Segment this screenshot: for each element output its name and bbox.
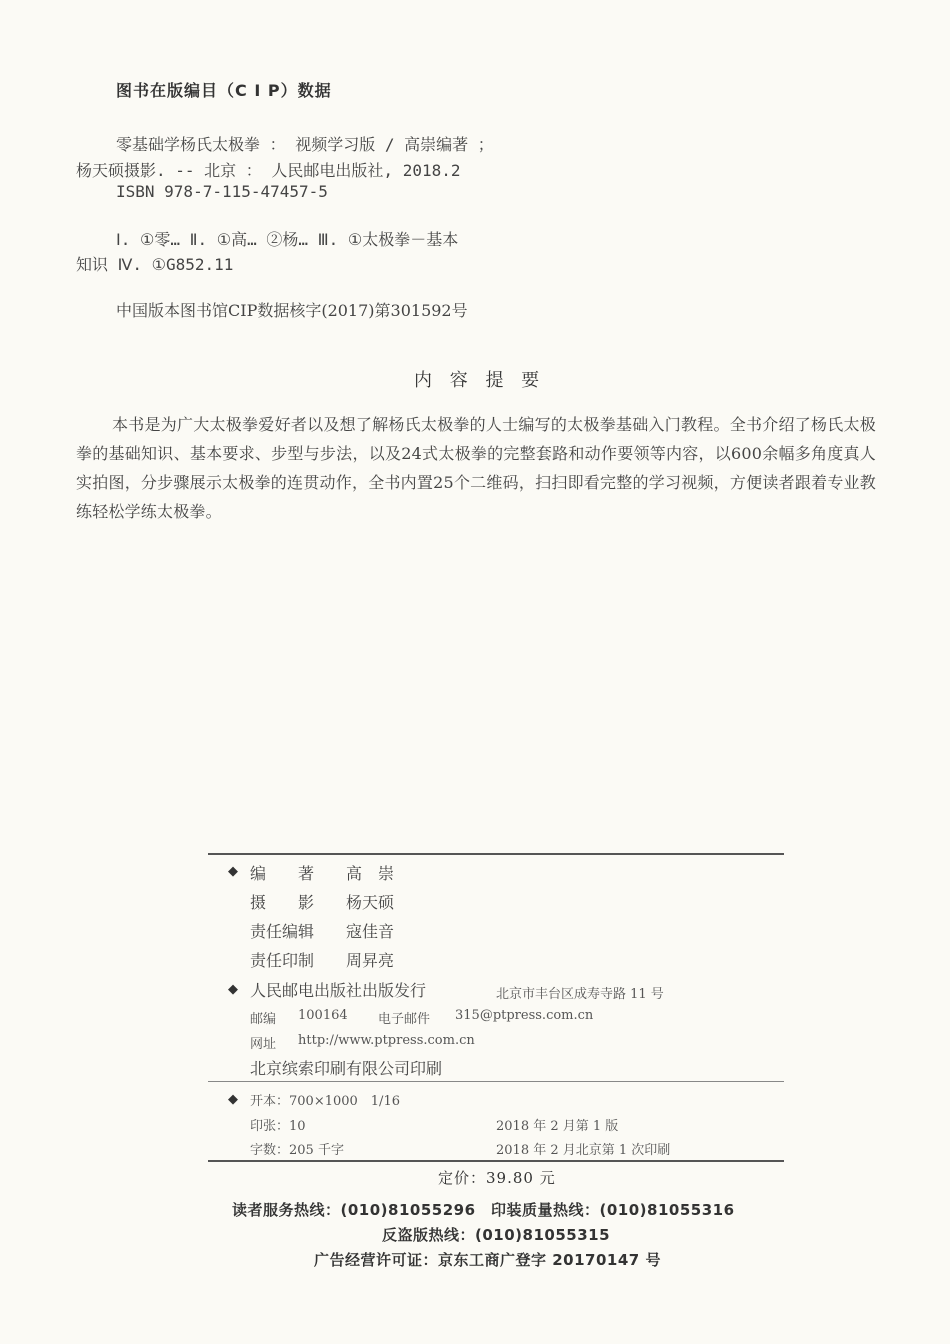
credit-name: 周昇亮 [346, 951, 395, 970]
credit-role: 责任印制 [250, 951, 315, 970]
credit-role: 编 著 [250, 864, 315, 883]
bullet-diamond-icon: ◆ [228, 1092, 238, 1107]
credit-name: 寇佳音 [346, 922, 395, 941]
cip-entry-line2: 杨天硕摄影. -- 北京 ： 人民邮电出版社, 2018.2 [76, 161, 461, 180]
cip-subjects-line2: 知识 Ⅳ. ①G852.11 [76, 255, 234, 274]
email: 315@ptpress.com.cn [455, 1008, 594, 1023]
word-count: 字数：205 千字 [250, 1143, 344, 1158]
bullet-diamond-icon: ◆ [228, 982, 238, 997]
credit-role: 摄 影 [250, 893, 315, 912]
postcode: 100164 [298, 1008, 348, 1023]
website-label: 网址 [250, 1037, 277, 1052]
credit-name: 杨天硕 [346, 893, 395, 912]
printer: 北京缤索印刷有限公司印刷 [250, 1059, 443, 1078]
imprint-divider [208, 1081, 784, 1082]
cip-number: 中国版本图书馆CIP数据核字(2017)第301592号 [116, 301, 468, 320]
printing: 2018 年 2 月北京第 1 次印刷 [496, 1143, 671, 1158]
printed-sheets: 印张：10 [250, 1119, 306, 1134]
publisher: 人民邮电出版社出版发行 [250, 981, 427, 1000]
book-format: 开本：700×1000 1/16 [250, 1094, 400, 1109]
publisher-address: 北京市丰台区成寿寺路 11 号 [496, 987, 664, 1002]
imprint-top-rule [208, 853, 784, 855]
imprint-bottom-rule [208, 1160, 784, 1162]
website: http://www.ptpress.com.cn [298, 1033, 475, 1048]
email-label: 电子邮件 [378, 1012, 431, 1027]
service-hotlines: 读者服务热线：(010)81055296 印装质量热线：(010)81055316 [232, 1201, 735, 1219]
price: 定价：39.80 元 [438, 1169, 556, 1187]
postcode-label: 邮编 [250, 1012, 277, 1027]
advertising-license: 广告经营许可证：京东工商广登字 20170147 号 [314, 1251, 661, 1269]
summary-body: 本书是为广大太极拳爱好者以及想了解杨氏太极拳的人士编写的太极拳基础入门教程。全书介绍了杨氏太极拳的基础知识、基本要求、步型与步法，以及24式太极拳的完整套路和动作要领等内容，以600余幅多角度真人实拍图，分步骤展示太极拳的连贯动作，全书内置25个二维码，扫扫即看完整的学习视频，方便读者跟着专业教练轻松学练太极拳。 [76, 415, 876, 521]
bullet-diamond-icon: ◆ [228, 864, 238, 879]
cip-entry-line1: 零基础学杨氏太极拳 ： 视频学习版 / 高崇编著 ； [116, 135, 494, 154]
isbn: ISBN 978-7-115-47457-5 [116, 182, 328, 201]
cip-subjects-line1: Ⅰ. ①零… Ⅱ. ①高… ②杨… Ⅲ. ①太极拳－基本 [116, 230, 459, 249]
cip-heading: 图书在版编目（C I P）数据 [116, 81, 332, 100]
summary-heading: 内 容 提 要 [414, 370, 546, 391]
edition: 2018 年 2 月第 1 版 [496, 1119, 619, 1134]
credit-role: 责任编辑 [250, 922, 315, 941]
credit-name: 高 崇 [346, 864, 395, 883]
anti-piracy-hotline: 反盗版热线：(010)81055315 [382, 1226, 611, 1244]
